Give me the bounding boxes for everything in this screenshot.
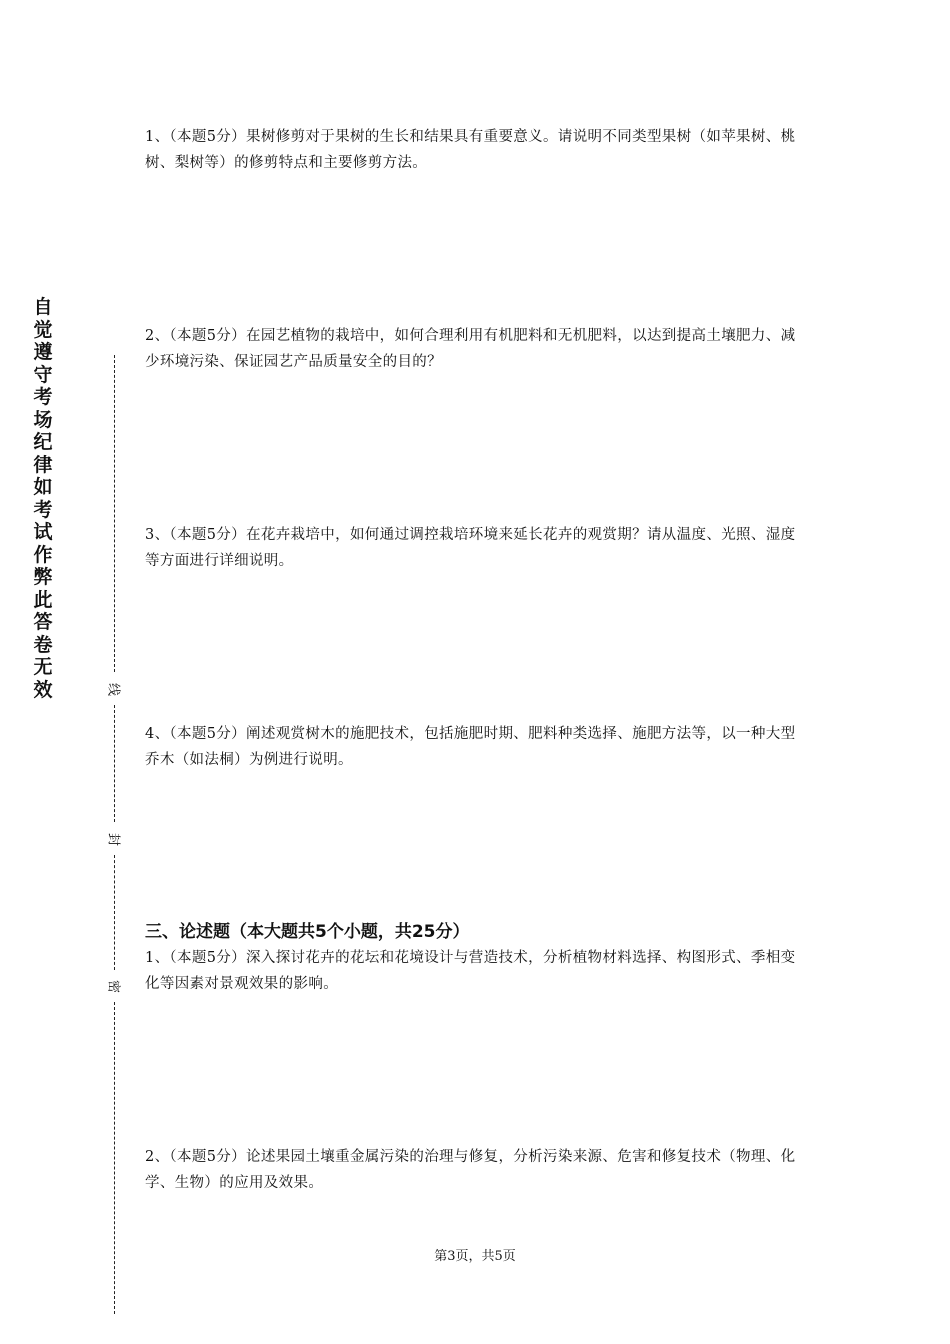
page-number: 第3页，共5页	[434, 1249, 516, 1264]
question-2-2: 2、（本题5分）在园艺植物的栽培中，如何合理利用有机肥料和无机肥料，以达到提高土壤肥力、减少环境污染、保证园艺产品质量安全的目的？	[145, 328, 796, 370]
seal-line-segment-1	[114, 355, 115, 672]
question-3-2: 2、（本题5分）论述果园土壤重金属污染的治理与修复，分析污染来源、危害和修复技术（物理、化学、生物）的应用及效果。	[145, 1149, 796, 1191]
seal-line-segment-4	[114, 1002, 115, 1314]
seal-line-segment-3	[114, 855, 115, 970]
seal-mark-seal: 封	[106, 831, 125, 849]
question-2-3: 3、（本题5分）在花卉栽培中，如何通过调控栽培环境来延长花卉的观赏期？请从温度、光照、湿度等方面进行详细说明。	[145, 527, 796, 569]
question-2-4: 4、（本题5分）阐述观赏树木的施肥技术，包括施肥时期、肥料种类选择、施肥方法等，以一种大型乔木（如法桐）为例进行说明。	[145, 726, 796, 768]
exam-discipline-notice: 自觉遵守考场纪律如考试作弊此答卷无效	[33, 296, 53, 701]
section-3-title: 三、论述题（本大题共5个小题，共25分）	[145, 922, 470, 942]
seal-line-segment-2	[114, 705, 115, 822]
question-2-1: 1、（本题5分）果树修剪对于果树的生长和结果具有重要意义。请说明不同类型果树（如苹果树、桃树、梨树等）的修剪特点和主要修剪方法。	[145, 129, 796, 171]
seal-mark-line: 线	[106, 681, 125, 699]
question-3-1: 1、（本题5分）深入探讨花卉的花坛和花境设计与营造技术，分析植物材料选择、构图形式、季相变化等因素对景观效果的影响。	[145, 950, 796, 992]
seal-mark-secret: 密	[106, 978, 125, 996]
